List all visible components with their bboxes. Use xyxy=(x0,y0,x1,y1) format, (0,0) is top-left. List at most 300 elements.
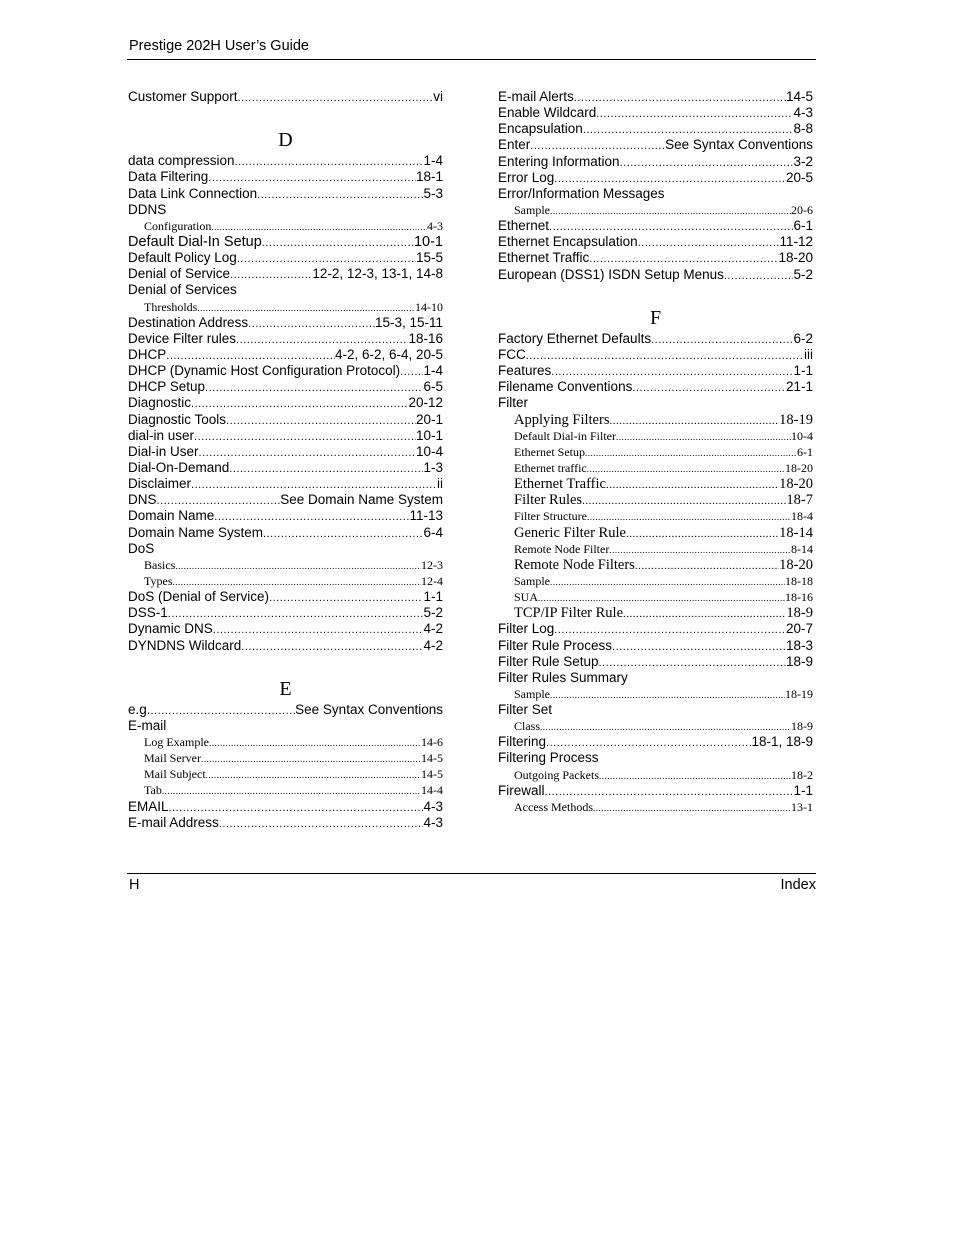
index-entry xyxy=(498,250,813,266)
index-entry xyxy=(128,702,443,718)
entry-page-ref: 5-3 xyxy=(423,185,443,201)
dot-leader xyxy=(269,590,423,606)
entry-term: DNS xyxy=(128,492,157,508)
index-subentry xyxy=(498,508,813,524)
index-entry xyxy=(128,347,443,363)
entry-term: Ethernet Encapsulation xyxy=(498,234,638,250)
header-title: Prestige 202H User’s Guide xyxy=(129,38,309,54)
entry-page-ref: 4-3 xyxy=(427,218,443,233)
entry-page-ref: 15-3, 15-11 xyxy=(374,314,443,330)
entry-page-ref: See Syntax Conventions xyxy=(295,701,443,717)
dot-leader xyxy=(206,767,421,783)
dot-leader xyxy=(651,332,793,348)
entry-page-ref: 1-4 xyxy=(423,153,443,169)
index-entry xyxy=(128,799,443,815)
entry-page-ref: 4-3 xyxy=(793,105,813,121)
dot-leader xyxy=(201,751,421,767)
dot-leader xyxy=(626,526,779,542)
entry-term: Basics xyxy=(144,557,176,572)
index-entry xyxy=(498,347,813,363)
index-subentry xyxy=(498,525,813,541)
entry-page-ref: 18-1 xyxy=(415,169,443,185)
entry-page-ref: 1-1 xyxy=(793,363,813,379)
dot-leader xyxy=(526,348,804,364)
entry-page-ref: 18-9 xyxy=(785,653,813,669)
dot-leader xyxy=(211,219,427,235)
index-subentry xyxy=(498,428,813,444)
index-entry xyxy=(128,412,443,428)
page-header xyxy=(127,37,816,60)
index-entry xyxy=(498,734,813,750)
entry-term: Error/Information Messages xyxy=(498,185,665,201)
entry-term: E-mail Alerts xyxy=(498,89,574,104)
index-entry xyxy=(128,315,443,331)
entry-page-ref: 18-20 xyxy=(785,460,813,475)
index-subentry xyxy=(128,557,443,573)
entry-term: Filter Rules Summary xyxy=(498,669,628,685)
dot-leader xyxy=(545,784,794,800)
dot-leader xyxy=(238,90,434,106)
entry-term: Ethernet Traffic xyxy=(498,250,590,266)
entry-page-ref: ii xyxy=(437,476,443,492)
entry-term: Ethernet traffic xyxy=(514,460,587,475)
dot-leader xyxy=(550,687,785,703)
entry-term: Default Policy Log xyxy=(128,250,237,266)
entry-term: Generic Filter Rule xyxy=(514,524,626,541)
entry-term: Filter Log xyxy=(498,621,555,637)
entry-page-ref: 6-5 xyxy=(423,379,443,395)
dot-leader xyxy=(583,122,794,138)
index-entry xyxy=(128,169,443,185)
index-column-right xyxy=(498,89,813,815)
index-subentry xyxy=(498,573,813,589)
index-subentry xyxy=(498,605,813,621)
index-entry xyxy=(498,379,813,395)
dot-leader xyxy=(169,800,424,816)
index-entry xyxy=(128,525,443,541)
entry-page-ref: 20-6 xyxy=(791,202,813,217)
entry-term: Ethernet xyxy=(498,218,550,234)
index-subentry xyxy=(128,299,443,315)
entry-term: data compression xyxy=(128,153,235,169)
dot-leader xyxy=(230,267,312,283)
entry-term: Default Dial-In Setup xyxy=(128,233,262,250)
index-entry xyxy=(128,621,443,637)
entry-term: DHCP (Dynamic Host Configuration Protocol) xyxy=(128,363,401,379)
entry-term: Error Log xyxy=(498,169,555,185)
index-entry xyxy=(128,815,443,831)
entry-term: Domain Name System xyxy=(128,524,264,540)
dot-leader xyxy=(262,235,414,251)
index-entry xyxy=(128,605,443,621)
entry-page-ref: 10-4 xyxy=(415,443,443,459)
dot-leader xyxy=(199,445,416,461)
entry-page-ref: 5-2 xyxy=(793,266,813,282)
index-entry xyxy=(128,428,443,444)
index-entry xyxy=(128,331,443,347)
section-letter: D xyxy=(278,129,293,152)
index-entry xyxy=(128,589,443,605)
index-subentry xyxy=(498,767,813,783)
dot-leader xyxy=(168,606,424,622)
index-entry xyxy=(128,266,443,282)
entry-term: Enable Wildcard xyxy=(498,105,597,121)
entry-term: Filtering xyxy=(498,734,547,750)
entry-term: Filter Structure xyxy=(514,509,587,524)
index-entry xyxy=(498,638,813,654)
entry-term: Features xyxy=(498,363,552,379)
dot-leader xyxy=(219,816,424,832)
index-entry xyxy=(128,153,443,169)
index-entry xyxy=(498,137,813,153)
dot-leader xyxy=(540,719,791,735)
index-entry xyxy=(128,250,443,266)
entry-term: Factory Ethernet Defaults xyxy=(498,330,652,346)
entry-term: Enter xyxy=(498,137,531,153)
entry-term: Firewall xyxy=(498,782,545,798)
entry-page-ref: 1-4 xyxy=(423,363,443,379)
index-heading xyxy=(128,541,443,557)
entry-page-ref: 18-20 xyxy=(778,250,813,266)
entry-term: Denial of Services xyxy=(128,282,237,298)
entry-term: DHCP Setup xyxy=(128,379,206,395)
entry-term: Denial of Service xyxy=(128,266,231,282)
entry-term: Filtering Process xyxy=(498,750,599,766)
index-subentry xyxy=(498,799,813,815)
entry-page-ref: 3-2 xyxy=(793,153,813,169)
index-subentry xyxy=(498,541,813,557)
entry-page-ref: 12-4 xyxy=(421,573,443,588)
dot-leader xyxy=(157,493,281,509)
index-subentry xyxy=(128,218,443,234)
entry-term: dial-in user xyxy=(128,427,195,443)
dot-leader xyxy=(599,655,786,671)
entry-term: Mail Server xyxy=(144,751,201,766)
index-entry xyxy=(498,218,813,234)
section-letter: E xyxy=(279,677,292,700)
section-letter: F xyxy=(649,306,662,329)
index-column-left xyxy=(128,89,443,831)
index-subentry xyxy=(128,734,443,750)
dot-leader xyxy=(208,170,416,186)
dot-leader xyxy=(209,735,421,751)
entry-page-ref: 10-1 xyxy=(415,427,443,443)
entry-page-ref: 4-2 xyxy=(423,637,443,653)
spacer xyxy=(498,283,813,299)
footer-right: Index xyxy=(780,877,816,893)
dot-leader xyxy=(616,429,791,445)
entry-page-ref: 18-3 xyxy=(785,637,813,653)
entry-page-ref: 1-3 xyxy=(423,459,443,475)
entry-page-ref: 18-20 xyxy=(779,476,813,493)
entry-page-ref: 14-6 xyxy=(421,735,443,750)
entry-page-ref: 8-14 xyxy=(791,541,813,556)
dot-leader xyxy=(609,413,779,429)
index-heading xyxy=(498,670,813,686)
entry-page-ref: 5-2 xyxy=(423,605,443,621)
index-entry xyxy=(498,105,813,121)
dot-leader xyxy=(213,622,424,638)
dot-leader xyxy=(205,380,423,396)
index-subentry xyxy=(498,589,813,605)
index-subentry xyxy=(498,202,813,218)
entry-term: Diagnostic Tools xyxy=(128,411,227,427)
index-heading xyxy=(128,718,443,734)
entry-page-ref: 1-1 xyxy=(793,782,813,798)
entry-term: DoS xyxy=(128,540,155,556)
index-entry xyxy=(498,331,813,347)
entry-page-ref: 20-1 xyxy=(415,411,443,427)
dot-leader xyxy=(593,800,791,816)
entry-term: Diagnostic xyxy=(128,395,192,411)
entry-page-ref: vi xyxy=(433,89,443,104)
index-subentry xyxy=(498,557,813,573)
entry-term: Remote Node Filter xyxy=(514,541,610,556)
dot-leader xyxy=(248,316,375,332)
dot-leader xyxy=(638,235,780,251)
index-subentry xyxy=(128,750,443,766)
entry-page-ref: 6-4 xyxy=(423,524,443,540)
dot-leader xyxy=(620,155,794,171)
index-subentry xyxy=(498,718,813,734)
dot-leader xyxy=(587,509,791,525)
dot-leader xyxy=(582,493,786,509)
entry-term: Ethernet Traffic xyxy=(514,476,606,493)
index-heading xyxy=(498,186,813,202)
entry-term: Disclaimer xyxy=(128,476,192,492)
index-entry xyxy=(128,508,443,524)
entry-term: Default Dial-in Filter xyxy=(514,428,616,443)
index-subentry xyxy=(128,766,443,782)
entry-term: Data Filtering xyxy=(128,169,209,185)
dot-leader xyxy=(191,396,408,412)
dot-leader xyxy=(632,380,786,396)
entry-term: Encapsulation xyxy=(498,121,583,137)
index-heading xyxy=(128,282,443,298)
dot-leader xyxy=(554,622,786,638)
dot-leader xyxy=(554,171,786,187)
entry-page-ref: 18-14 xyxy=(779,524,813,541)
index-heading xyxy=(498,750,813,766)
entry-page-ref: 18-1, 18-9 xyxy=(751,734,813,750)
entry-page-ref: 4-3 xyxy=(423,814,443,830)
entry-term: Log Example xyxy=(144,735,209,750)
entry-term: Entering Information xyxy=(498,153,620,169)
entry-page-ref: 21-1 xyxy=(785,379,813,395)
entry-page-ref: 6-1 xyxy=(797,444,813,459)
dot-leader xyxy=(214,509,409,525)
entry-term: Ethernet Setup xyxy=(514,444,585,459)
entry-term: Filter Rule Setup xyxy=(498,653,599,669)
entry-page-ref: 10-4 xyxy=(791,428,813,443)
entry-page-ref: 12-3 xyxy=(421,557,443,572)
dot-leader xyxy=(226,413,416,429)
entry-page-ref: 4-2, 6-2, 6-4, 20-5 xyxy=(334,346,443,362)
dot-leader xyxy=(237,251,416,267)
entry-term: Customer Support xyxy=(128,89,238,104)
spacer xyxy=(128,654,443,670)
index-heading xyxy=(128,202,443,218)
entry-page-ref: 18-16 xyxy=(785,590,813,605)
dot-leader xyxy=(241,639,423,655)
index-entry xyxy=(128,476,443,492)
dot-leader xyxy=(175,558,421,574)
index-entry xyxy=(498,234,813,250)
entry-page-ref: 15-5 xyxy=(415,250,443,266)
dot-leader xyxy=(574,90,786,106)
entry-term: Filename Conventions xyxy=(498,379,633,395)
dot-leader xyxy=(635,558,779,574)
entry-page-ref: 4-2 xyxy=(423,621,443,637)
index-subentry xyxy=(498,476,813,492)
entry-page-ref: 18-4 xyxy=(791,509,813,524)
index-subentry xyxy=(498,444,813,460)
entry-term: FCC xyxy=(498,346,526,362)
entry-page-ref: 4-3 xyxy=(423,798,443,814)
entry-page-ref: 10-1 xyxy=(413,233,443,250)
entry-term: DSS-1 xyxy=(128,605,168,621)
entry-page-ref: See Syntax Conventions xyxy=(665,137,813,153)
entry-page-ref: 14-5 xyxy=(785,89,813,104)
dot-leader xyxy=(173,574,422,590)
dot-leader xyxy=(235,154,424,170)
entry-term: e.g. xyxy=(128,701,151,717)
index-entry xyxy=(498,621,813,637)
entry-term: E-mail xyxy=(128,717,167,733)
entry-term: DDNS xyxy=(128,201,167,217)
index-subentry xyxy=(498,460,813,476)
index-subentry xyxy=(128,782,443,798)
entry-term: DoS (Denial of Service) xyxy=(128,589,270,605)
entry-term: Access Methods xyxy=(514,799,593,814)
entry-term: Destination Address xyxy=(128,314,249,330)
entry-page-ref: 14-5 xyxy=(421,767,443,782)
index-entry xyxy=(128,89,443,105)
entry-term: Domain Name xyxy=(128,508,215,524)
dot-leader xyxy=(724,268,794,284)
entry-term: TCP/IP Filter Rule xyxy=(514,605,624,622)
entry-page-ref: 18-19 xyxy=(779,411,813,428)
index-entry xyxy=(498,170,813,186)
entry-term: SUA xyxy=(514,590,539,605)
dot-leader xyxy=(191,477,437,493)
dot-leader xyxy=(549,219,793,235)
entry-term: E-mail Address xyxy=(128,814,219,830)
entry-page-ref: iii xyxy=(804,346,813,362)
entry-term: Filter Rule Process xyxy=(498,637,613,653)
dot-leader xyxy=(612,639,786,655)
index-subentry xyxy=(128,573,443,589)
footer-left: H xyxy=(129,877,140,893)
dot-leader xyxy=(236,332,408,348)
dot-leader xyxy=(197,300,415,316)
entry-page-ref: 18-19 xyxy=(785,686,813,701)
entry-term: Types xyxy=(144,573,173,588)
index-entry xyxy=(498,154,813,170)
entry-page-ref: 14-4 xyxy=(421,783,443,798)
entry-term: Filter Set xyxy=(498,702,553,718)
entry-page-ref: 18-9 xyxy=(786,605,813,622)
entry-term: Tab xyxy=(144,783,162,798)
entry-page-ref: 11-13 xyxy=(409,508,443,524)
dot-leader xyxy=(257,187,423,203)
entry-term: Mail Subject xyxy=(144,767,206,782)
dot-leader xyxy=(400,364,423,380)
dot-leader xyxy=(585,445,797,461)
dot-leader xyxy=(589,251,778,267)
entry-term: Device Filter rules xyxy=(128,330,237,346)
index-entry xyxy=(498,267,813,283)
dot-leader xyxy=(551,364,793,380)
entry-term: European (DSS1) ISDN Setup Menus xyxy=(498,266,724,282)
entry-term: Configuration xyxy=(144,218,212,233)
index-subentry xyxy=(498,412,813,428)
dot-leader xyxy=(546,735,751,751)
entry-term: Outgoing Packets xyxy=(514,767,599,782)
entry-term: Sample xyxy=(514,573,550,588)
entry-page-ref: 14-10 xyxy=(415,299,443,314)
index-entry xyxy=(498,654,813,670)
index-entry xyxy=(498,783,813,799)
dot-leader xyxy=(194,429,416,445)
entry-term: Data Link Connection xyxy=(128,185,258,201)
entry-term: Filter Rules xyxy=(514,492,583,509)
entry-term: Dynamic DNS xyxy=(128,621,213,637)
dot-leader xyxy=(609,542,791,558)
entry-page-ref: 8-8 xyxy=(793,121,813,137)
dot-leader xyxy=(596,106,793,122)
entry-page-ref: 12-2, 12-3, 13-1, 14-8 xyxy=(312,266,443,282)
index-heading xyxy=(498,395,813,411)
entry-term: Remote Node Filters xyxy=(514,556,635,573)
dot-leader xyxy=(623,606,786,622)
entry-term: Dial-in User xyxy=(128,443,199,459)
entry-page-ref: 18-9 xyxy=(791,719,813,734)
entry-term: DYNDNS Wildcard xyxy=(128,637,242,653)
entry-page-ref: 18-7 xyxy=(786,492,813,509)
entry-page-ref: See Domain Name System xyxy=(280,492,443,508)
dot-leader xyxy=(162,783,421,799)
dot-leader xyxy=(538,590,785,606)
entry-page-ref: 18-16 xyxy=(408,330,443,346)
entry-page-ref: 14-5 xyxy=(421,751,443,766)
spacer xyxy=(128,105,443,121)
entry-term: Dial-On-Demand xyxy=(128,459,230,475)
page-footer xyxy=(127,873,816,896)
index-entry xyxy=(498,363,813,379)
dot-leader xyxy=(229,461,423,477)
entry-page-ref: 20-5 xyxy=(785,169,813,185)
dot-leader xyxy=(550,203,791,219)
index-entry xyxy=(128,186,443,202)
entry-term: Sample xyxy=(514,202,550,217)
index-entry xyxy=(128,492,443,508)
dot-leader xyxy=(599,768,791,784)
entry-page-ref: 18-18 xyxy=(785,573,813,588)
index-entry xyxy=(128,460,443,476)
index-entry xyxy=(128,234,443,250)
index-entry xyxy=(128,363,443,379)
entry-page-ref: 6-1 xyxy=(793,218,813,234)
dot-leader xyxy=(166,348,335,364)
entry-term: Thresholds xyxy=(144,299,198,314)
entry-page-ref: 20-7 xyxy=(785,621,813,637)
dot-leader xyxy=(587,461,785,477)
index-entry xyxy=(128,379,443,395)
dot-leader xyxy=(530,138,665,154)
entry-term: Applying Filters xyxy=(514,411,610,428)
entry-term: EMAIL xyxy=(128,798,169,814)
